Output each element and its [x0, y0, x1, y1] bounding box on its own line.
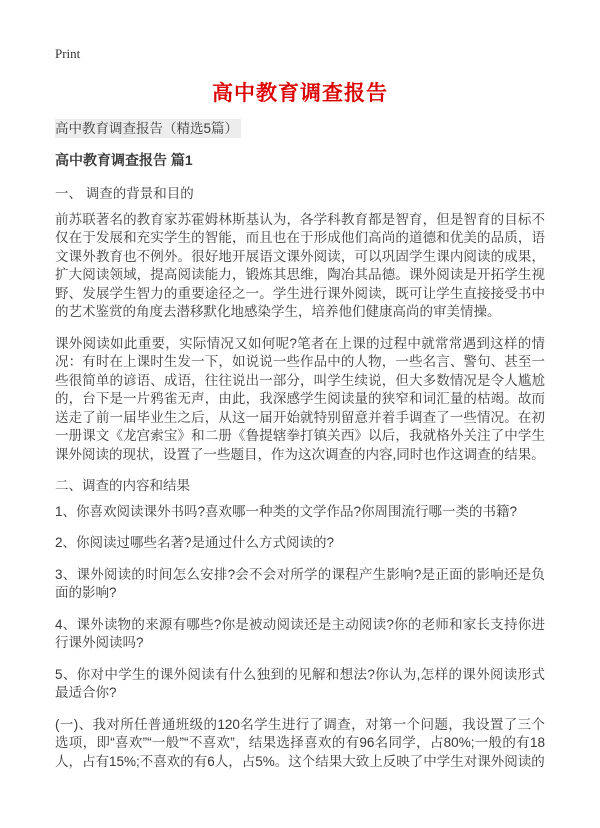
result-paragraph: (一)、我对所任普通班级的120名学生进行了调查，对第一个问题，我设置了三个选项，即“喜欢”“一般”“不喜欢”，结果选择喜欢的有96名同学，占80%;一般的有18人，占有15%;不喜欢的有6人，占5%。这个结果大致上反映了中学生对课外阅读的 [55, 716, 545, 769]
question-item-4: 4、课外读物的来源有哪些?你是被动阅读还是主动阅读?你的老师和家长支持你进行课外阅读吗? [55, 616, 545, 650]
background-paragraph-1: 前苏联著名的教育家苏霍姆林斯基认为，各学科教育都是智育，但是智育的目标不仅在于发展和充实学生的智能，而且也在于形成他们高尚的道德和优美的品质，语文课外教育也不例外。很好地开展语文课外阅读，可以巩固学生课内阅读的成果，扩大阅读领域，提高阅读能力，锻炼其思维，陶冶其品德。课外阅读是开拓学生视野、发展学生智力的重要途径之一。学生进行课外阅读，既可让学生直接接受书中的艺术鉴赏的角度去潜移默化地感染学生，培养他们健康高尚的审美情操。 [55, 211, 545, 319]
background-paragraph-2: 课外阅读如此重要，实际情况又如何呢?笔者在上课的过程中就常常遇到这样的情况：有时在上课时生发一下，如说说一些作品中的人物，一些名言、警句、甚至一些很简单的谚语、成语，往往说出一部分，叫学生续说，但大多数情况是令人尴尬的，台下是一片鸦雀无声，由此，我深感学生阅读量的狭窄和词汇量的枯竭。故而送走了前一届毕业生之后，从这一届开始就特别留意并着手调查了一些情况。在初一册课文《龙宫索宝》和二册《鲁提辖拳打镇关西》以后，我就格外关注了中学生课外阅读的现状，设置了一些题目，作为这次调查的内容,同时也作这调查的结果。 [55, 335, 545, 462]
document-subtitle [55, 119, 545, 138]
subtitle-highlight-text: 高中教育调查报告（精选5篇） [55, 119, 241, 138]
print-link[interactable]: Print [55, 46, 81, 61]
question-item-2: 2、你阅读过哪些名著?是通过什么方式阅读的? [55, 535, 335, 550]
question-item-3: 3、课外阅读的时间怎么安排?会不会对所学的课程产生影响?是正面的影响还是负面的影响? [55, 566, 545, 600]
question-item-5: 5、你对中学生的课外阅读有什么独到的见解和想法?你认为,怎样的课外阅读形式最适合你? [55, 666, 545, 700]
question-item-1: 1、你喜欢阅读课外书吗?喜欢哪一种类的文学作品?你周围流行哪一类的书籍? [55, 503, 518, 519]
page-title: 高中教育调查报告 [212, 82, 388, 105]
section2-heading: 二、调查的内容和结果 [55, 478, 190, 493]
section1-heading: 一、 调查的背景和目的 [55, 186, 194, 201]
article-heading: 高中教育调查报告 篇1 [55, 152, 193, 168]
